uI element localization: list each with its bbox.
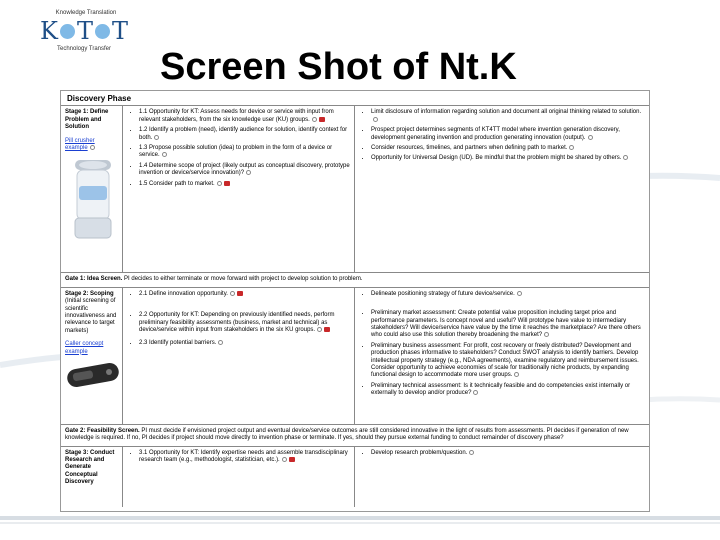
- stage-1-step: • 1.5 Consider path to market.: [139, 181, 350, 188]
- caller-device-image: [65, 360, 121, 390]
- stage-1-label: Stage 1: Define Problem and Solution: [65, 109, 109, 131]
- stage-2-note: • Preliminary market assessment: Create potential value proposition including target price and performance parameters. Is concept novel and useful? Will prototype have value to intermediary stakeholders? Will device/service have value by the time it reaches the marketplace? Are there others who could also use this solution thereby broadening the market?: [371, 310, 645, 340]
- magnifier-icon[interactable]: [282, 457, 287, 462]
- stage-1-label-cell: [61, 106, 123, 272]
- stage-1-steps-cell: [123, 106, 355, 272]
- magnifier-icon[interactable]: [218, 340, 223, 345]
- bottom-rule-secondary: [0, 522, 720, 524]
- stage-2-note: • Preliminary business assessment: For profit, cost recovery or freely distributed? Development and production phases informative to stakeholders? Conduct SWOT analysis to identify barriers. Develop intellectual property strategy (e.g., NDA agreements), examine regulatory and reimbursement issues. Consider opportunity to achieve economies of scale for traditionally niche products, by expanding functional design to accommodate more user groups.: [371, 343, 645, 380]
- stage-2-description: (Initial screening of scientific innovativeness and relevance to target markets): [65, 298, 117, 334]
- magnifier-icon[interactable]: [312, 117, 317, 122]
- stage-3-label: Stage 3: Conduct Research and Generate Conceptual Discovery: [65, 449, 115, 486]
- stage-1-note: • Limit disclosure of information regarding solution and document all original thinking related to solution.: [371, 109, 645, 124]
- logo-letters: [36, 16, 132, 46]
- magnifier-icon[interactable]: [623, 155, 628, 160]
- magnifier-icon[interactable]: [373, 117, 378, 122]
- gate-2-row: [61, 424, 649, 446]
- resource-icon[interactable]: [224, 181, 230, 186]
- stage-1-note: • Opportunity for Universal Design (UD). Be mindful that the problem might be shared by others.: [371, 155, 645, 162]
- bottom-rule: [0, 516, 720, 520]
- stage-1-step: • 1.1 Opportunity for KT: Assess needs for device or service with input from relevant stakeholders, from the six knowledge user (KU) groups.: [139, 109, 350, 124]
- gate-1-row: [61, 272, 649, 286]
- magnifier-icon[interactable]: [162, 152, 167, 157]
- resource-icon[interactable]: [289, 457, 295, 462]
- stage-3-step: • 3.1 Opportunity for KT: Identify expertise needs and assemble transdisciplinary research team (e.g., methodologist, statistician, etc.).: [139, 450, 350, 465]
- stage-2-label-cell: [61, 288, 123, 424]
- stage-1-row: [61, 105, 649, 272]
- logo-letter-t2: T: [111, 17, 128, 45]
- magnifier-icon[interactable]: [517, 291, 522, 296]
- stage-2-step: • 2.1 Define innovation opportunity.: [139, 291, 350, 298]
- stage-2-note: • Delineate positioning strategy of future device/service.: [371, 291, 645, 298]
- magnifier-icon[interactable]: [569, 145, 574, 150]
- magnifier-icon[interactable]: [154, 135, 159, 140]
- pill-crusher-image: [67, 156, 119, 244]
- gate-1-text: PI decides to either terminate or move forward with project to develop solution to problem.: [124, 276, 363, 283]
- gate-1-label: Gate 1: Idea Screen.: [65, 276, 123, 283]
- logo-letter-t1: T: [76, 17, 93, 45]
- stage-2-label: Stage 2: Scoping: [65, 290, 114, 297]
- magnifier-icon[interactable]: [544, 332, 549, 337]
- stage-1-notes-cell: [355, 106, 649, 272]
- magnifier-icon[interactable]: [246, 170, 251, 175]
- phase-heading: Discovery Phase: [67, 94, 132, 103]
- ktt-logo: [36, 10, 132, 58]
- resource-icon[interactable]: [237, 291, 243, 296]
- resource-icon[interactable]: [319, 117, 325, 122]
- logo-top-text: Knowledge Translation: [55, 10, 117, 16]
- stage-1-note: • Consider resources, timelines, and partners when defining path to market.: [371, 145, 645, 152]
- logo-letter-k: K: [40, 17, 58, 45]
- logo-dot-icon: [60, 24, 75, 39]
- resource-icon[interactable]: [324, 327, 330, 332]
- magnifier-icon[interactable]: [588, 135, 593, 140]
- stage-1-note: • Prospect project determines segments of KT4TT model where invention generation discovery, development generating invention and production generating innovation (output).: [371, 127, 645, 142]
- stage-3-note: • Develop research problem/question.: [371, 450, 645, 457]
- stage-2-note: • Preliminary technical assessment: Is it technically feasible and do competencies exist internally or externally to develop and/or produce?: [371, 383, 645, 398]
- stage-3-row: [61, 446, 649, 507]
- stage-1-step: • 1.4 Determine scope of project (likely output as conceptual discovery, prototype invention or device/service innovation)?: [139, 163, 350, 178]
- stage-2-steps-cell: [123, 288, 355, 424]
- stage-2-step: • 2.3 Identify potential barriers.: [139, 340, 350, 347]
- magnifier-icon[interactable]: [469, 450, 474, 455]
- magnifier-icon[interactable]: [90, 145, 95, 150]
- magnifier-icon[interactable]: [473, 390, 478, 395]
- stage-3-steps-cell: [123, 447, 355, 507]
- stage-2-step: • 2.2 Opportunity for KT: Depending on previously identified needs, perform preliminary feasibility assessments (business, market and technical) as device/service within input from stakeholders in the six KU groups.: [139, 312, 350, 334]
- magnifier-icon[interactable]: [514, 372, 519, 377]
- magnifier-icon[interactable]: [230, 291, 235, 296]
- document-screenshot: [60, 90, 650, 512]
- stage-2-notes-cell: [355, 288, 649, 424]
- stage-1-step: • 1.3 Propose possible solution (idea) to problem in the form of a device or service.: [139, 145, 350, 160]
- logo-bottom-text: Technology Transfer: [56, 46, 112, 52]
- magnifier-icon[interactable]: [317, 327, 322, 332]
- logo-dot-icon: [95, 24, 110, 39]
- caller-concept-example-link[interactable]: Caller concept example: [65, 341, 104, 355]
- stage-3-notes-cell: [355, 447, 649, 507]
- gate-2-text: PI must decide if envisioned project output and eventual device/service outcomes are still considered innovative in the light of results from assessments. PI decides if generation of new knowledge is required. If no, PI decides if project should move directly to invention phase or terminate. If yes, should they pursue external funding to conduct remainder of discovery phase?: [65, 427, 629, 442]
- gate-2-label: Gate 2: Feasibility Screen.: [65, 427, 140, 434]
- slide-title: Screen Shot of Nt.K: [160, 46, 517, 88]
- stage-1-step: • 1.2 Identify a problem (need), identify audience for solution, identify context for both.: [139, 127, 350, 142]
- pill-crusher-example-link[interactable]: Pill crusher example: [65, 137, 95, 152]
- stage-3-label-cell: [61, 447, 123, 507]
- magnifier-icon[interactable]: [217, 181, 222, 186]
- stage-2-row: [61, 287, 649, 424]
